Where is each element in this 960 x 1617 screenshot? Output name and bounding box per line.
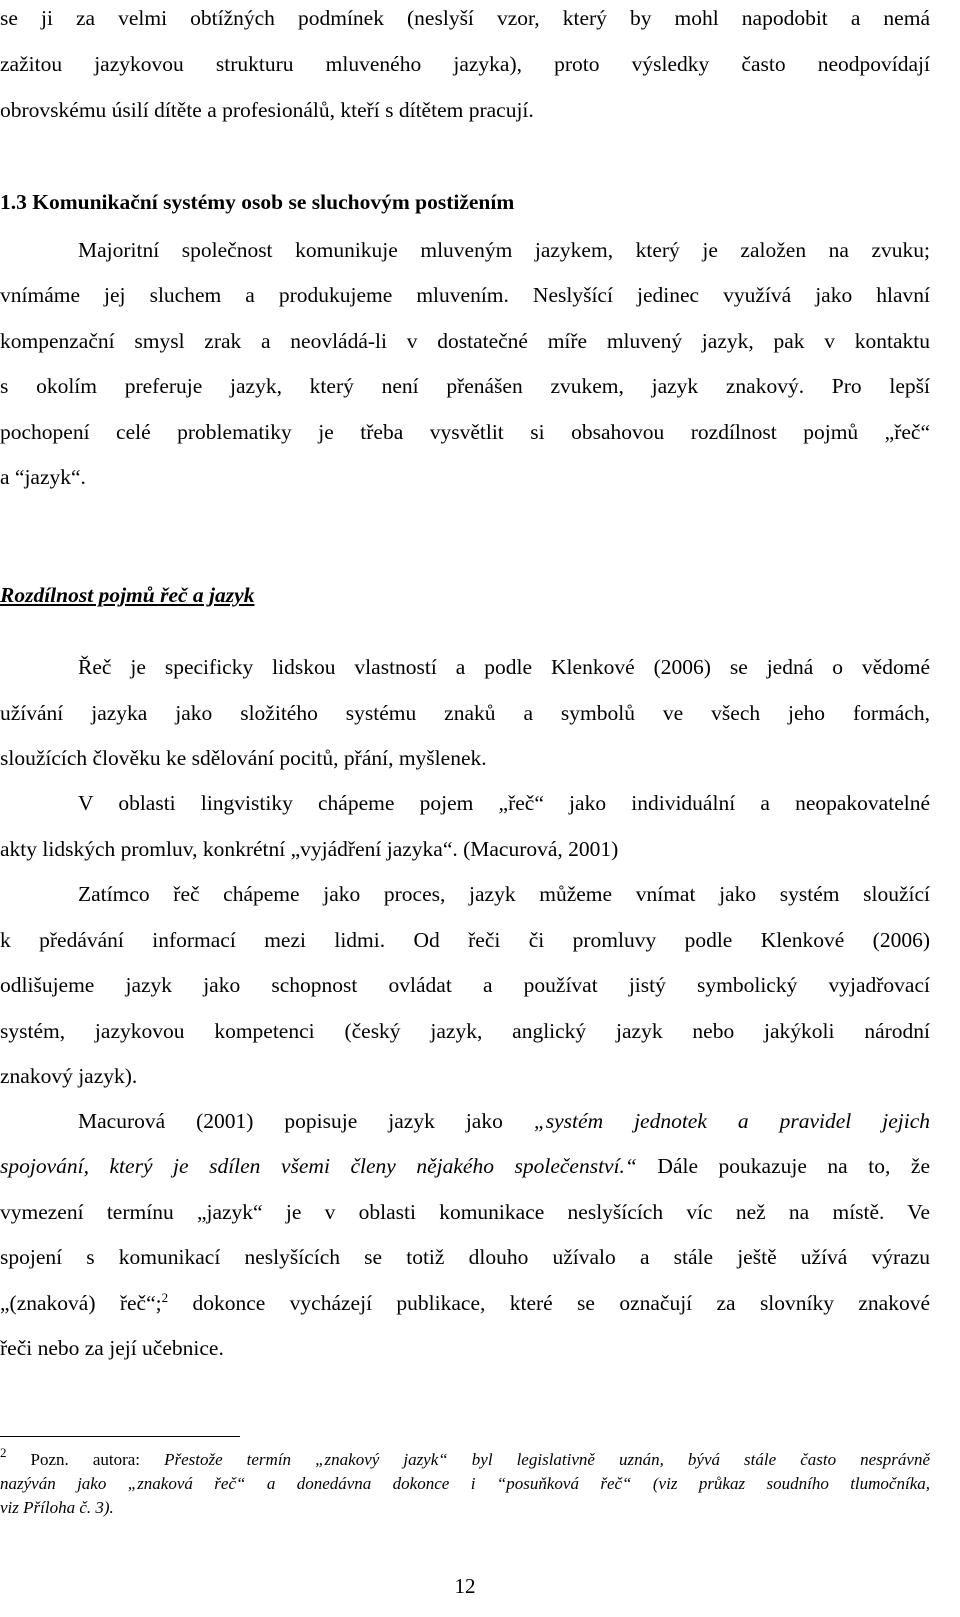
quotation-text: „systém jednotek a pravidel jejich [533, 1109, 930, 1133]
body-text-line: Majoritní společnost komunikuje mluveným jazykem, který je založen na zvuku; [78, 238, 930, 262]
body-text-line: se ji za velmi obtížných podmínek (neslyší vzor, který by mohl napodobit a nemá [0, 6, 930, 30]
footnote-text: Přestože termín „znakový jazyk“ byl legislativně uznán, bývá stále často nesprávně [164, 1450, 930, 1469]
footnote-marker: 2 [0, 1448, 7, 1460]
body-text-line: Řeč je specificky lidskou vlastností a podle Klenkové (2006) se jedná o vědomé [78, 655, 930, 679]
body-text-line: systém, jazykovou kompetenci (český jazyk, anglický jazyk nebo jakýkoli národní [0, 1019, 930, 1043]
body-text-line: sloužících člověku ke sdělování pocitů, přání, myšlenek. [0, 746, 487, 770]
body-text-line: řeči nebo za její učebnice. [0, 1336, 224, 1360]
body-text-line: zažitou jazykovou strukturu mluveného jazyka), proto výsledky často neodpovídají [0, 52, 930, 76]
body-text-line: obrovskému úsilí dítěte a profesionálů, kteří s dítětem pracují. [0, 98, 534, 122]
footnote-line [0, 1472, 930, 1496]
body-text-line [0, 1152, 930, 1180]
body-text-line: akty lidských promluv, konkrétní „vyjádření jazyka“. (Macurová, 2001) [0, 837, 619, 861]
body-text: Macurová (2001) popisuje jazyk jako [78, 1109, 534, 1133]
footnote-text: nazýván jako „znaková řeč“ a donedávna dokonce i “posuňková řeč“ (viz průkaz soudního tlumočníka, [0, 1474, 930, 1493]
quotation-text: spojování, který je sdílen všemi členy nějakého společenství.“ [0, 1154, 637, 1178]
footnote-text: viz Příloha č. 3). [0, 1498, 114, 1517]
body-text-line: k předávání informací mezi lidmi. Od řeči či promluvy podle Klenkové (2006) [0, 928, 930, 952]
body-text: Dále poukazuje na to, že [636, 1154, 930, 1178]
body-text-line: vymezení termínu „jazyk“ je v oblasti komunikace neslyšících víc než na místě. Ve [0, 1200, 930, 1224]
body-text-line: V oblasti lingvistiky chápeme pojem „řeč“ jako individuální a neopakovatelné [78, 791, 930, 815]
footnote-line [0, 1496, 930, 1520]
body-text-line: pochopení celé problematiky je třeba vysvětlit si obsahovou rozdílnost pojmů „řeč“ [0, 420, 930, 444]
footnote-line [0, 1448, 930, 1472]
body-text-line: kompenzační smysl zrak a neovládá-li v dostatečné míře mluvený jazyk, pak v kontaktu [0, 329, 930, 353]
body-text: „(znaková) řeč“; [0, 1291, 162, 1315]
page-number: 12 [454, 1574, 476, 1598]
body-text-line: odlišujeme jazyk jako schopnost ovládat a používat jistý symbolický vyjadřovací [0, 973, 930, 997]
footnote-label: Pozn. autora: [6, 1450, 165, 1469]
body-text: dokonce vycházejí publikace, které se označují za slovníky znakové [168, 1291, 930, 1315]
footnote-reference[interactable]: 2 [161, 1290, 169, 1305]
body-text-line: spojení s komunikací neslyšících se totiž dlouho užívalo a stále ještě užívá výrazu [0, 1245, 930, 1269]
subheading: Rozdílnost pojmů řeč a jazyk [0, 583, 255, 607]
footnote-separator [0, 1436, 240, 1437]
body-text-line: s okolím preferuje jazyk, který není přenášen zvukem, jazyk znakový. Pro lepší [0, 374, 930, 398]
section-heading: 1.3 Komunikační systémy osob se sluchovým postižením [0, 190, 515, 214]
body-text-line: vnímáme jej sluchem a produkujeme mluvením. Neslyšící jedinec využívá jako hlavní [0, 283, 930, 307]
body-text-line: a “jazyk“. [0, 465, 86, 489]
body-text-line: znakový jazyk). [0, 1064, 138, 1088]
body-text-line: užívání jazyka jako složitého systému znaků a symbolů ve všech jeho formách, [0, 701, 930, 725]
body-text-line [78, 1107, 930, 1135]
body-text-line: Zatímco řeč chápeme jako proces, jazyk můžeme vnímat jako systém sloužící [78, 882, 930, 906]
body-text-line [0, 1289, 930, 1317]
